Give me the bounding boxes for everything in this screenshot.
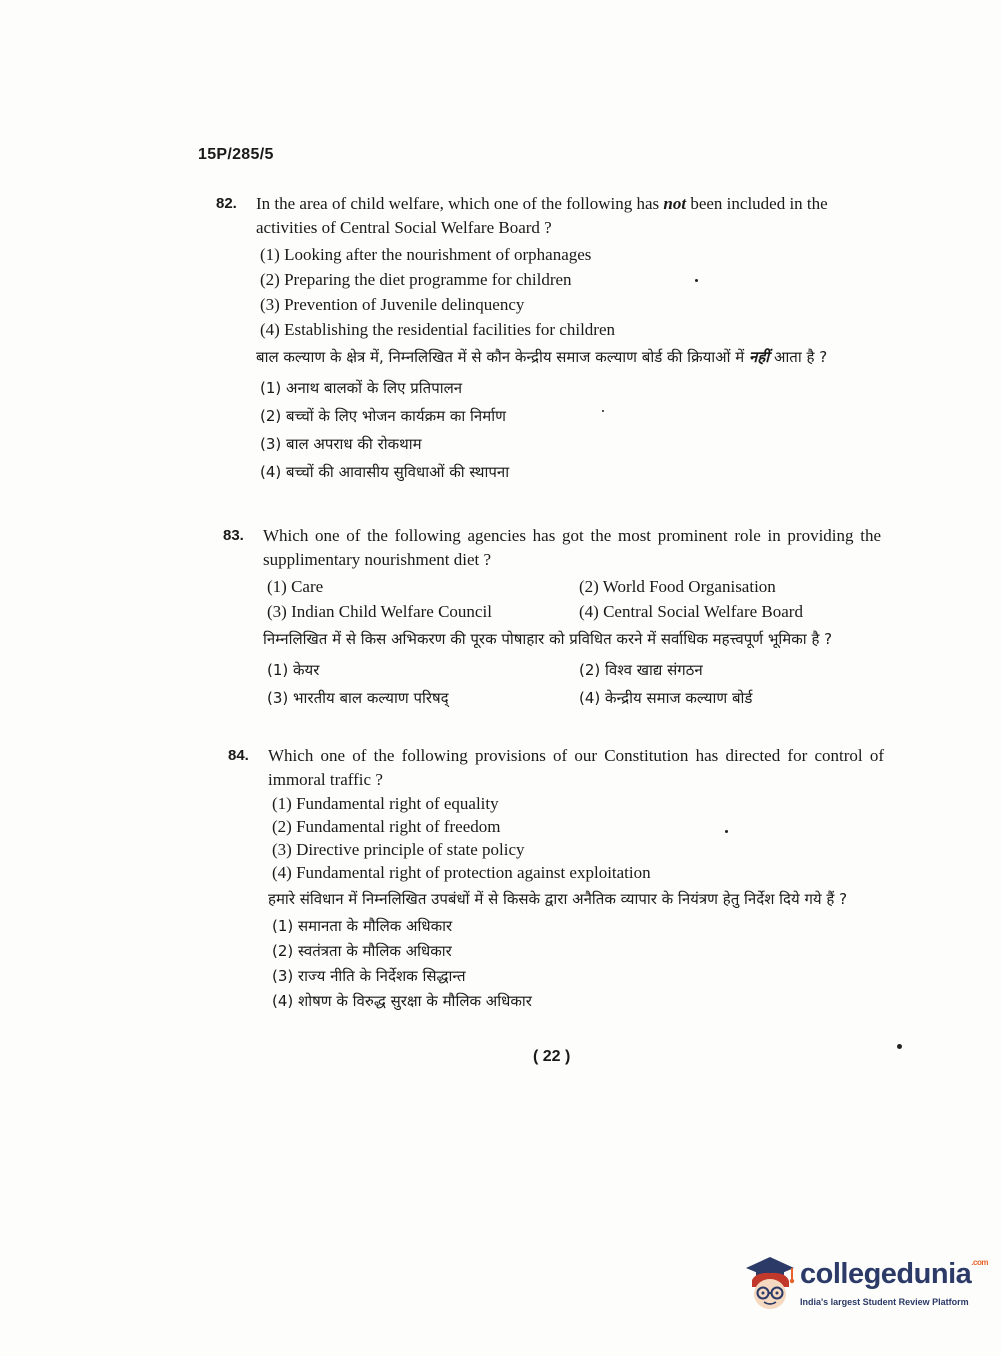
option-3: (3) Directive principle of state policy: [272, 840, 525, 859]
question-text: Which one of the following agencies has got the most prominent role in providing the supplimentary nourishment diet ?: [263, 526, 881, 569]
option-4-hindi: (4) बच्चों की आवासीय सुविधाओं की स्थापना: [260, 463, 510, 481]
option-3: (3) Prevention of Juvenile delinquency: [260, 295, 525, 314]
option-4: (4) Establishing the residential facilities for children: [260, 320, 615, 339]
option-2: (2) World Food Organisation: [579, 577, 776, 596]
option-1-hindi: (1) अनाथ बालकों के लिए प्रतिपालन: [260, 379, 463, 397]
question-text-hindi: हमारे संविधान में निम्नलिखित उपबंधों में से किसके द्वारा अनैतिक व्यापार के नियंत्रण हेतु निर्देश दिये गये हैं ?: [268, 890, 848, 908]
scan-speck: [695, 279, 698, 282]
option-1-hindi: (1) केयर: [267, 661, 320, 679]
option-2-hindi: (2) विश्व खाद्य संगठन: [579, 661, 703, 679]
option-2: (2) Fundamental right of freedom: [272, 817, 501, 836]
options-list-hindi: [260, 374, 874, 486]
option-4-hindi: (4) शोषण के विरुद्ध सुरक्षा के मौलिक अधिकार: [272, 992, 532, 1010]
option-2: (2) Preparing the diet programme for children: [260, 270, 572, 289]
question-text: In the area of child welfare, which one of the following has not been included in the activities of Central Social Welfare Board ?: [256, 194, 828, 237]
question-number: 82.: [216, 195, 237, 212]
option-4: (4) Central Social Welfare Board: [579, 602, 803, 621]
option-3-hindi: (3) राज्य नीति के निर्देशक सिद्धान्त: [272, 967, 466, 985]
emphasis-not: not: [663, 194, 687, 213]
option-1: (1) Care: [267, 577, 324, 596]
scan-speck: [725, 830, 728, 833]
question-number: 83.: [223, 527, 244, 544]
paper-code: 15P/285/5: [198, 146, 274, 163]
question-text: Which one of the following provisions of our Constitution has directed for control of immoral traffic ?: [268, 746, 884, 789]
options-list: [260, 242, 874, 342]
question-83: [223, 524, 881, 712]
question-text-hindi: बाल कल्याण के क्षेत्र में, निम्नलिखित में से कौन केन्द्रीय समाज कल्याण बोर्ड की क्रियाओं में नहीं आता है ?: [256, 348, 828, 366]
scan-speck: [602, 410, 604, 412]
option-1: (1) Fundamental right of equality: [272, 794, 499, 813]
option-4: (4) Fundamental right of protection against exploitation: [272, 863, 651, 882]
question-text-hindi: निम्नलिखित में से किस अभिकरण की पूरक पोषाहार को प्रविधित करने में सर्वाधिक महत्त्वपूर्ण भूमिका है ?: [263, 630, 833, 648]
collegedunia-logo: [742, 1254, 988, 1314]
logo-suffix: .com: [971, 1258, 988, 1267]
question-84: [228, 744, 884, 1014]
logo-tagline: India's largest Student Review Platform: [800, 1297, 969, 1307]
option-4-hindi: (4) केन्द्रीय समाज कल्याण बोर्ड: [579, 689, 753, 707]
option-1-hindi: (1) समानता के मौलिक अधिकार: [272, 917, 453, 935]
question-number: 84.: [228, 747, 249, 764]
option-3-hindi: (3) बाल अपराध की रोकथाम: [260, 435, 422, 453]
scan-speck: [897, 1044, 902, 1049]
student-mascot-icon: [742, 1254, 798, 1312]
option-2-hindi: (2) बच्चों के लिए भोजन कार्यक्रम का निर्माण: [260, 407, 506, 425]
option-2-hindi: (2) स्वतंत्रता के मौलिक अधिकार: [272, 942, 452, 960]
options-grid: [267, 574, 881, 624]
option-1: (1) Looking after the nourishment of orphanages: [260, 245, 592, 264]
page-number: ( 22 ): [533, 1048, 571, 1065]
option-3-hindi: (3) भारतीय बाल कल्याण परिषद्: [267, 689, 449, 707]
options-list-hindi: [272, 914, 884, 1014]
question-82: [216, 192, 874, 486]
emphasis-nahi: नहीं: [749, 348, 770, 366]
option-3: (3) Indian Child Welfare Council: [267, 602, 492, 621]
options-list: [272, 792, 884, 884]
logo-wordmark: collegedunia$^{.com}$: [800, 1258, 988, 1290]
options-grid-hindi: [267, 656, 881, 712]
